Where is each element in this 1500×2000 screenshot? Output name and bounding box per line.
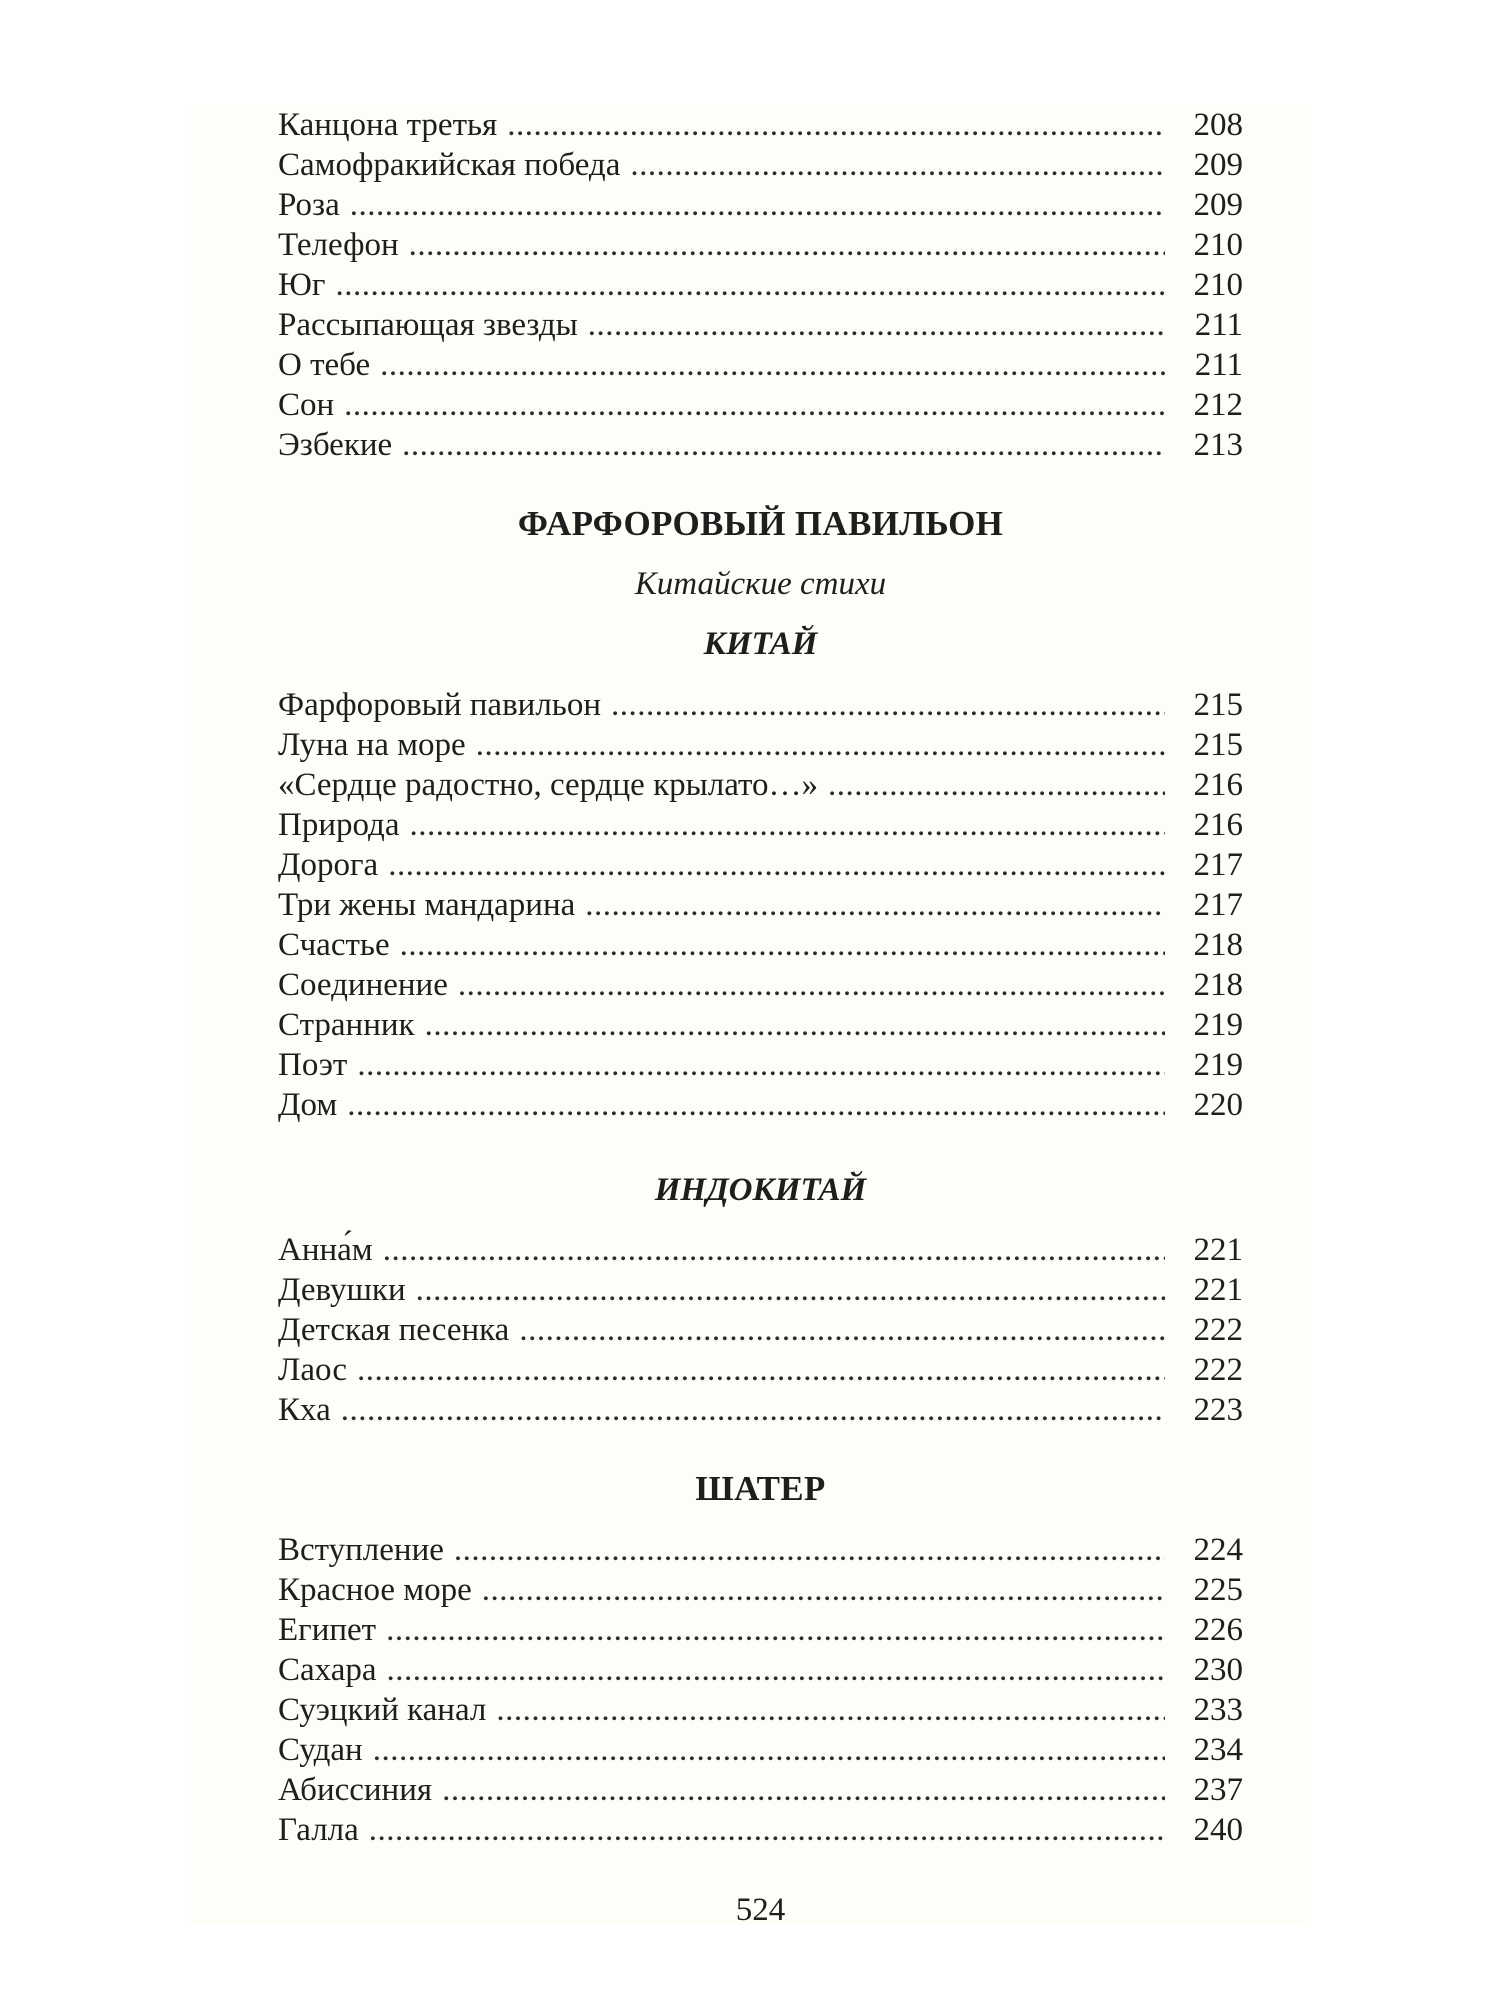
toc-entry-page: 209 [1193, 147, 1243, 183]
leader-dots [400, 925, 1165, 965]
toc-entry [278, 185, 1243, 225]
section-title-tent: ШАТЕР [695, 1469, 826, 1508]
toc-entry-title: «Сердце радостно, сердце крылато…» [278, 767, 819, 803]
leader-dots [383, 1230, 1165, 1270]
toc-entry [278, 1690, 1243, 1730]
toc-entry [278, 845, 1243, 885]
toc-entry [278, 1005, 1243, 1045]
toc-entry-title: Роза [278, 187, 340, 223]
toc-entry-page: 222 [1193, 1312, 1243, 1348]
leader-dots [387, 1650, 1165, 1690]
toc-entry-page: 223 [1193, 1392, 1243, 1428]
toc-entry-title: Природа [278, 807, 400, 843]
toc-entry-title: Дом [278, 1087, 338, 1123]
toc-entry-page: 225 [1193, 1572, 1243, 1608]
toc-entry [278, 1530, 1243, 1570]
toc-entry-page: 220 [1193, 1087, 1243, 1123]
toc-entry-title: Луна на море [278, 727, 466, 763]
leader-dots [611, 685, 1165, 725]
toc-list-tent [278, 1530, 1243, 1850]
section-subtitle: Китайские стихи [634, 566, 887, 602]
toc-entry-title: Египет [278, 1612, 377, 1648]
leader-dots [409, 805, 1165, 845]
toc-entry [278, 1730, 1243, 1770]
toc-entry-title: Канцона третья [278, 107, 498, 143]
toc-entry [278, 1230, 1243, 1270]
toc-entry-page: 208 [1193, 107, 1243, 143]
toc-entry-title: Поэт [278, 1047, 348, 1083]
toc-entry-title: Телефон [278, 227, 399, 263]
toc-entry-page: 221 [1193, 1272, 1243, 1308]
toc-entry-title: Абиссиния [278, 1772, 433, 1808]
toc-entry-title: Сон [278, 387, 335, 423]
toc-entry [278, 145, 1243, 185]
toc-entry-page: 230 [1193, 1652, 1243, 1688]
toc-entry-page: 234 [1193, 1732, 1243, 1768]
leader-dots [588, 305, 1165, 345]
leader-dots [585, 885, 1165, 925]
toc-entry [278, 425, 1243, 465]
section-title-pavilion: ФАРФОРОВЫЙ ПАВИЛЬОН [517, 504, 1004, 543]
toc-entry-page: 215 [1193, 727, 1243, 763]
subsection-heading-china: КИТАЙ [703, 626, 818, 662]
toc-list-top [278, 105, 1243, 465]
toc-list-indochina [278, 1230, 1243, 1430]
toc-entry [278, 1310, 1243, 1350]
leader-dots [496, 1690, 1165, 1730]
toc-entry [278, 885, 1243, 925]
toc-entry-page: 209 [1193, 187, 1243, 223]
toc-entry-page: 219 [1193, 1007, 1243, 1043]
toc-entry-title: Кха [278, 1392, 331, 1428]
toc-list-china [278, 685, 1243, 1125]
toc-entry-page: 217 [1193, 887, 1243, 923]
leader-dots [416, 1270, 1165, 1310]
toc-entry [278, 105, 1243, 145]
toc-entry-page: 216 [1193, 767, 1243, 803]
toc-entry-page: 212 [1193, 387, 1243, 423]
toc-entry [278, 925, 1243, 965]
page-number: 524 [735, 1892, 786, 1928]
toc-entry [278, 1350, 1243, 1390]
toc-entry-title: Три жены мандарина [278, 887, 576, 923]
leader-dots [388, 845, 1165, 885]
toc-entry-title: Рассыпающая звезды [278, 307, 578, 343]
leader-dots [350, 185, 1165, 225]
toc-entry-page: 218 [1193, 967, 1243, 1003]
toc-entry-title: Красное море [278, 1572, 472, 1608]
toc-entry [278, 1045, 1243, 1085]
toc-entry-page: 237 [1193, 1772, 1243, 1808]
toc-entry-page: 219 [1193, 1047, 1243, 1083]
leader-dots [373, 1730, 1165, 1770]
leader-dots [442, 1770, 1165, 1810]
toc-entry-page: 233 [1193, 1692, 1243, 1728]
toc-entry-title: Суэцкий канал [278, 1692, 487, 1728]
toc-entry [278, 345, 1243, 385]
toc-entry [278, 965, 1243, 1005]
toc-entry-page: 216 [1193, 807, 1243, 843]
toc-entry-title: Галла [278, 1812, 359, 1848]
toc-entry [278, 1390, 1243, 1430]
toc-entry-title: Детская песенка [278, 1312, 510, 1348]
book-page [190, 105, 1310, 1928]
leader-dots [828, 765, 1165, 805]
toc-entry-page: 222 [1193, 1352, 1243, 1388]
toc-entry-page: 240 [1193, 1812, 1243, 1848]
leader-dots [347, 1085, 1165, 1125]
leader-dots [630, 145, 1165, 185]
toc-entry-page: 210 [1193, 267, 1243, 303]
toc-entry-page: 210 [1193, 227, 1243, 263]
leader-dots [344, 385, 1165, 425]
leader-dots [476, 725, 1165, 765]
leader-dots [402, 425, 1165, 465]
toc-entry-page: 211 [1194, 307, 1243, 343]
toc-entry-page: 211 [1194, 347, 1243, 383]
toc-entry-title: О тебе [278, 347, 371, 383]
toc-entry [278, 805, 1243, 845]
leader-dots [519, 1310, 1165, 1350]
toc-entry-title: Фарфоровый павильон [278, 687, 601, 723]
toc-entry [278, 685, 1243, 725]
toc-entry [278, 1650, 1243, 1690]
toc-entry [278, 1085, 1243, 1125]
toc-entry [278, 1810, 1243, 1850]
leader-dots [380, 345, 1165, 385]
toc-entry [278, 1610, 1243, 1650]
toc-entry-page: 224 [1193, 1532, 1243, 1568]
leader-dots [507, 105, 1165, 145]
toc-entry-title: Дорога [278, 847, 379, 883]
leader-dots [357, 1350, 1165, 1390]
toc-entry [278, 1270, 1243, 1310]
toc-entry-title: Счастье [278, 927, 390, 963]
toc-entry-title: Самофракийская победа [278, 147, 621, 183]
leader-dots [386, 1610, 1165, 1650]
leader-dots [482, 1570, 1165, 1610]
toc-entry-page: 213 [1193, 427, 1243, 463]
toc-entry-page: 217 [1193, 847, 1243, 883]
toc-entry-title: Юг [278, 267, 326, 303]
toc-entry-title: Лаос [278, 1352, 347, 1388]
toc-entry [278, 225, 1243, 265]
leader-dots [357, 1045, 1165, 1085]
leader-dots [335, 265, 1165, 305]
toc-entry [278, 1770, 1243, 1810]
toc-entry [278, 265, 1243, 305]
leader-dots [341, 1390, 1165, 1430]
toc-entry-page: 218 [1193, 927, 1243, 963]
toc-entry-title: Судан [278, 1732, 363, 1768]
leader-dots [458, 965, 1165, 1005]
leader-dots [369, 1810, 1165, 1850]
toc-entry [278, 765, 1243, 805]
toc-entry-title: Вступление [278, 1532, 444, 1568]
toc-entry-title: Эзбекие [278, 427, 393, 463]
toc-entry-title: Странник [278, 1007, 415, 1043]
toc-entry-page: 221 [1193, 1232, 1243, 1268]
toc-entry-title: Анна́м [278, 1232, 373, 1268]
toc-entry-title: Девушки [278, 1272, 406, 1308]
subsection-heading-indochina: ИНДОКИТАЙ [654, 1172, 867, 1208]
toc-entry [278, 305, 1243, 345]
toc-entry [278, 1570, 1243, 1610]
toc-entry-page: 215 [1193, 687, 1243, 723]
leader-dots [409, 225, 1165, 265]
toc-entry-title: Соединение [278, 967, 448, 1003]
toc-entry-page: 226 [1193, 1612, 1243, 1648]
toc-entry [278, 385, 1243, 425]
toc-entry-title: Сахара [278, 1652, 377, 1688]
toc-entry [278, 725, 1243, 765]
leader-dots [425, 1005, 1165, 1045]
leader-dots [454, 1530, 1165, 1570]
